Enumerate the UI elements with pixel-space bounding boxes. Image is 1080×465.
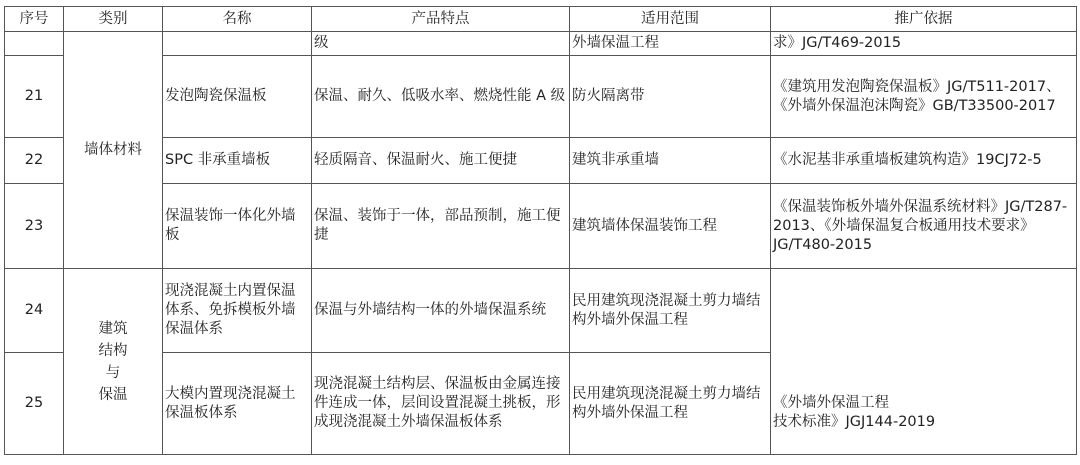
no-cell: 21	[5, 56, 64, 138]
header-cell: 产品特点	[312, 7, 570, 32]
basis-cell: 求》JG/T469-2015	[771, 32, 1077, 56]
name-cell: 现浇混凝土内置保温体系、免拆模板外墙保温体系	[163, 269, 312, 353]
table-row	[5, 269, 1077, 353]
basis-cell: 《水泥基非承重墙板建筑构造》19CJ72-5	[771, 138, 1077, 184]
name-cell: 保温装饰一体化外墙板	[163, 184, 312, 269]
category-cell-wall: 墙体材料	[64, 32, 163, 269]
category-line: 结构	[98, 342, 128, 359]
name-cell	[163, 32, 312, 56]
header-cell: 适用范围	[570, 7, 771, 32]
no-cell: 25	[5, 353, 64, 455]
scope-cell: 外墙保温工程	[570, 32, 771, 56]
name-cell: SPC 非承重墙板	[163, 138, 312, 184]
scope-cell: 防火隔离带	[570, 56, 771, 138]
scope-cell: 建筑墙体保温装饰工程	[570, 184, 771, 269]
feature-cell: 保温、耐久、低吸水率、燃烧性能 A 级	[312, 56, 570, 138]
header-row	[5, 7, 1077, 32]
feature-cell: 保温与外墙结构一体的外墙保温系统	[312, 269, 570, 353]
basis-line: 技术标准》JGJ144-2019	[773, 414, 936, 430]
basis-cell-shared	[771, 269, 1077, 455]
basis-line: 《外墙外保温工程	[773, 395, 889, 411]
table-row	[5, 138, 1077, 184]
basis-cell: 《建筑用发泡陶瓷保温板》JG/T511-2017、《外墙外保温泡沫陶瓷》GB/T33500-2017	[771, 56, 1077, 138]
no-cell: 24	[5, 269, 64, 353]
category-line: 与	[105, 364, 121, 381]
name-cell: 发泡陶瓷保温板	[163, 56, 312, 138]
scope-cell: 民用建筑现浇混凝土剪力墙结构外墙外保温工程	[570, 269, 771, 353]
no-cell: 22	[5, 138, 64, 184]
header-cell: 类别	[64, 7, 163, 32]
category-line: 建筑	[98, 320, 128, 337]
category-cell-structure	[64, 269, 163, 455]
feature-cell: 轻质隔音、保温耐火、施工便捷	[312, 138, 570, 184]
scope-cell: 建筑非承重墙	[570, 138, 771, 184]
header-cell: 名称	[163, 7, 312, 32]
feature-cell: 现浇混凝土结构层、保温板由金属连接件连成一体，层间设置混凝土挑板，形成现浇混凝土外墙保温板体系	[312, 353, 570, 455]
feature-cell: 级	[312, 32, 570, 56]
no-cell: 23	[5, 184, 64, 269]
feature-cell: 保温、装饰于一体，部品预制，施工便捷	[312, 184, 570, 269]
scope-cell: 民用建筑现浇混凝土剪力墙结构外墙外保温工程	[570, 353, 771, 455]
table-row	[5, 184, 1077, 269]
no-cell	[5, 32, 64, 56]
table-row-continuation	[5, 32, 1077, 56]
header-cell: 推广依据	[771, 7, 1077, 32]
category-line: 保温	[98, 386, 128, 403]
table-row	[5, 56, 1077, 138]
name-cell: 大模内置现浇混凝土保温板体系	[163, 353, 312, 455]
header-cell: 序号	[5, 7, 64, 32]
promotion-table	[4, 6, 1077, 455]
basis-cell: 《保温装饰板外墙外保温系统材料》JG/T287-2013、《外墙保温复合板通用技术要求》JG/T480-2015	[771, 184, 1077, 269]
